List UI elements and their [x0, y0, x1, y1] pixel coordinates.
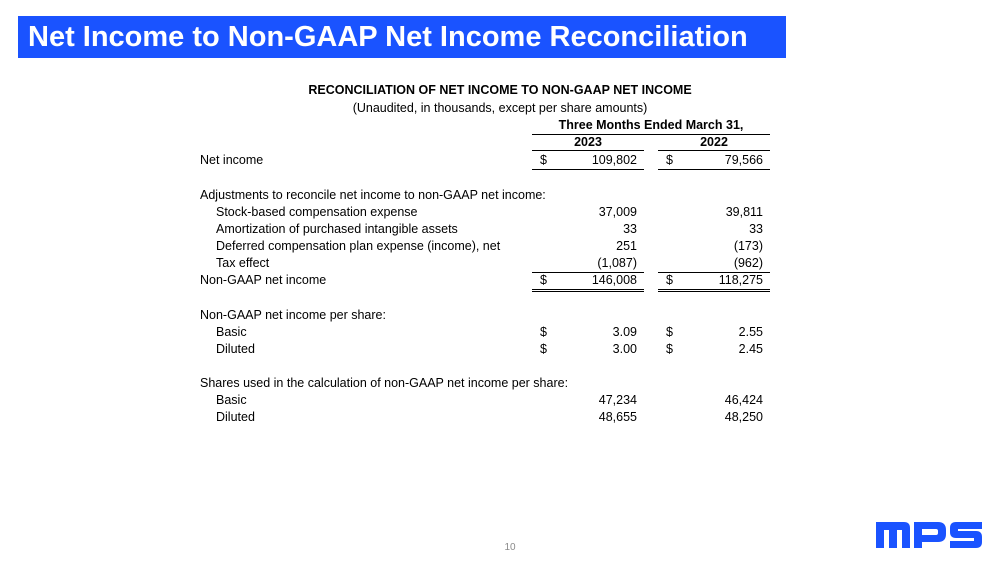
row-label: Diluted [216, 410, 255, 424]
currency-symbol: $ [540, 273, 547, 287]
report-title: RECONCILIATION OF NET INCOME TO NON-GAAP NET INCOME [308, 83, 692, 97]
mps-logo [876, 518, 984, 550]
value: 3.00 [612, 342, 637, 356]
cell-2023 [532, 392, 644, 409]
cell-2022 [658, 341, 770, 358]
value: 109,802 [591, 153, 637, 167]
row-label: Non-GAAP net income per share: [200, 308, 386, 322]
currency-symbol: $ [540, 153, 547, 167]
value: 33 [623, 222, 637, 236]
table-row [0, 324, 1000, 341]
cell-2023 [532, 409, 644, 426]
value: 48,655 [598, 410, 637, 424]
table-row [0, 255, 1000, 272]
table-row [0, 409, 1000, 426]
value: 79,566 [724, 153, 763, 167]
value: (173) [733, 239, 763, 253]
table-section-per-share [0, 307, 1000, 324]
currency-symbol: $ [666, 342, 673, 356]
currency-symbol: $ [540, 325, 547, 339]
row-label: Net income [200, 153, 264, 167]
cell-2023 [532, 238, 644, 255]
currency-symbol: $ [666, 153, 673, 167]
cell-2023 [532, 152, 644, 170]
cell-2022 [658, 392, 770, 409]
slide-title: Net Income to Non-GAAP Net Income Reconciliation [18, 16, 786, 58]
value: 46,424 [724, 393, 763, 407]
value: 48,250 [724, 410, 763, 424]
period-header: Three Months Ended March 31, [532, 117, 770, 135]
value: 2.45 [738, 342, 763, 356]
cell-2022 [658, 152, 770, 170]
cell-2023 [532, 272, 644, 292]
row-label: Adjustments to reconcile net income to non-GAAP net income: [200, 188, 546, 202]
value: (962) [733, 256, 763, 270]
row-label: Basic [216, 393, 247, 407]
cell-2023 [532, 341, 644, 358]
row-label: Diluted [216, 342, 255, 356]
currency-symbol: $ [666, 273, 673, 287]
table-row-net-income [0, 152, 1000, 169]
cell-2022 [658, 221, 770, 238]
year-header-2023: 2023 [532, 135, 644, 151]
cell-2022 [658, 255, 770, 273]
report-subtitle: (Unaudited, in thousands, except per share amounts) [352, 101, 648, 115]
value: (1,087) [597, 256, 637, 270]
cell-2023 [532, 204, 644, 221]
currency-symbol: $ [666, 325, 673, 339]
value: 251 [616, 239, 637, 253]
value: 118,275 [718, 273, 763, 287]
cell-2022 [658, 238, 770, 255]
table-section-shares [0, 375, 1000, 392]
table-row [0, 238, 1000, 255]
table-section-adjustments [0, 187, 1000, 204]
value: 37,009 [598, 205, 637, 219]
row-label: Deferred compensation plan expense (income), net [216, 239, 501, 253]
row-label: Amortization of purchased intangible assets [216, 222, 458, 236]
value: 47,234 [598, 393, 637, 407]
row-label: Shares used in the calculation of non-GAAP net income per share: [200, 376, 569, 390]
table-row [0, 341, 1000, 358]
row-label: Stock-based compensation expense [216, 205, 418, 219]
currency-symbol: $ [540, 342, 547, 356]
value: 2.55 [738, 325, 763, 339]
value: 39,811 [725, 205, 763, 219]
cell-2022 [658, 324, 770, 341]
cell-2023 [532, 324, 644, 341]
table-row-non-gaap-net-income [0, 272, 1000, 289]
cell-2022 [658, 204, 770, 221]
table-row [0, 392, 1000, 409]
value: 3.09 [612, 325, 637, 339]
year-header-2022: 2022 [658, 135, 770, 151]
page-number: 10 [504, 542, 516, 553]
value: 33 [749, 222, 763, 236]
cell-2022 [658, 272, 770, 292]
cell-2022 [658, 409, 770, 426]
row-label: Basic [216, 325, 247, 339]
cell-2023 [532, 221, 644, 238]
value: 146,008 [591, 273, 637, 287]
cell-2023 [532, 255, 644, 273]
table-row [0, 221, 1000, 238]
table-row [0, 204, 1000, 221]
row-label: Non-GAAP net income [200, 273, 327, 287]
row-label: Tax effect [216, 256, 270, 270]
